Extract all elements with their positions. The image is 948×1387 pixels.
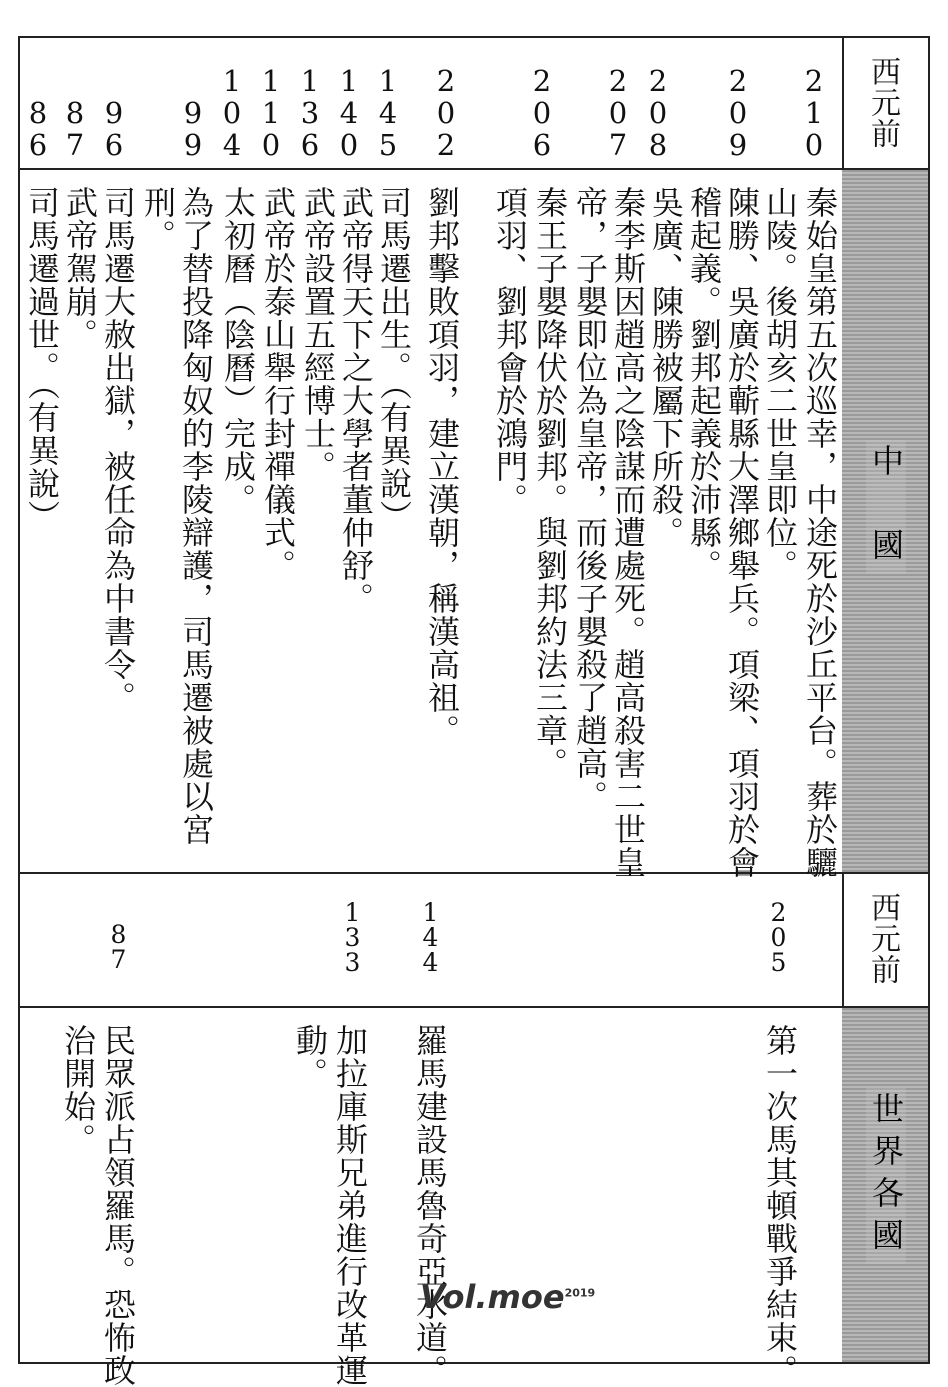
world-era-label: 西元前 — [865, 892, 900, 985]
world-event-144-line1: 羅馬建設馬魯奇亞水道。 — [411, 1024, 449, 1387]
year-87-world: 87 — [104, 920, 133, 970]
event-207-line1: 秦李斯因趙高之陰謀而遭處死。趙高殺害二世皇 — [609, 186, 647, 879]
year-145: 145 — [371, 64, 405, 160]
year-210: 210 — [797, 64, 831, 160]
year-99: 99 — [176, 96, 210, 160]
year-209: 209 — [721, 64, 755, 160]
watermark-text: Vol.moe — [420, 1278, 565, 1316]
event-104-line1: 太初曆（陰曆）完成。 — [219, 186, 257, 516]
world-event-133-line2: 動。 — [291, 1024, 329, 1090]
year-206: 206 — [525, 64, 559, 160]
year-207: 207 — [601, 64, 635, 160]
year-140: 140 — [332, 64, 366, 160]
world-event-205-line1: 第一次馬其頓戰爭結束。 — [761, 1024, 799, 1387]
year-104: 104 — [215, 64, 249, 160]
event-210-line2: 山陵。後胡亥二世皇即位。 — [761, 186, 799, 582]
event-136-line1: 武帝設置五經博士。 — [299, 186, 337, 483]
year-202: 202 — [429, 64, 463, 160]
event-86-line1: 司馬遷過世。（有異說） — [23, 186, 61, 533]
year-205: 205 — [764, 898, 793, 973]
event-87-line1: 武帝駕崩。 — [61, 186, 99, 351]
event-206-line2: 項羽、劉邦會於鴻門。 — [491, 186, 529, 516]
divider-china-header — [18, 168, 930, 170]
year-110: 110 — [254, 64, 288, 160]
event-209-line1: 陳勝、吳廣於蘄縣大澤鄉舉兵。項梁、項羽於會 — [723, 186, 761, 879]
event-208-line1: 吳廣、陳勝被屬下所殺。 — [647, 186, 685, 549]
event-96-line1: 司馬遷大赦出獄，被任命為中書令。 — [99, 186, 137, 714]
world-band-label: 世界各國 — [866, 1088, 906, 1264]
china-era-label: 西元前 — [865, 56, 900, 149]
year-133: 133 — [338, 898, 367, 973]
year-86: 86 — [21, 96, 55, 160]
divider-section — [18, 872, 930, 874]
world-event-87-line2: 治開始。 — [59, 1024, 97, 1156]
world-band — [842, 1008, 928, 1362]
event-210-line1: 秦始皇第五次巡幸，中途死於沙丘平台。葬於驪 — [801, 186, 839, 879]
year-87: 87 — [58, 96, 92, 160]
year-144: 144 — [416, 898, 445, 973]
event-206-line1: 秦王子嬰降伏於劉邦。與劉邦約法三章。 — [531, 186, 569, 780]
year-96: 96 — [97, 96, 131, 160]
china-band — [842, 170, 928, 872]
divider-world-header — [18, 1006, 930, 1008]
watermark-year: 2019 — [564, 1286, 596, 1300]
event-209-line2: 稽起義。劉邦起義於沛縣。 — [685, 186, 723, 582]
event-99-line1: 為了替投降匈奴的李陵辯護，司馬遷被處以宮 — [177, 186, 215, 846]
china-band-label: 中 國 — [866, 440, 906, 574]
event-202-line1: 劉邦擊敗項羽，建立漢朝，稱漢高祖。 — [423, 186, 461, 747]
event-110-line1: 武帝於泰山舉行封禪儀式。 — [259, 186, 297, 582]
year-208: 208 — [641, 64, 675, 160]
event-140-line1: 武帝得天下之大學者董仲舒。 — [337, 186, 375, 615]
year-136: 136 — [293, 64, 327, 160]
watermark — [420, 1278, 595, 1316]
event-145-line1: 司馬遷出生。（有異說） — [375, 186, 413, 533]
world-event-87-line1: 民眾派占領羅馬。恐怖政 — [99, 1024, 137, 1387]
world-event-133-line1: 加拉庫斯兄弟進行改革運 — [331, 1024, 369, 1387]
event-99-line2: 刑。 — [139, 186, 177, 252]
event-207-line2: 帝，子嬰即位為皇帝，而後子嬰殺了趙高。 — [571, 186, 609, 813]
